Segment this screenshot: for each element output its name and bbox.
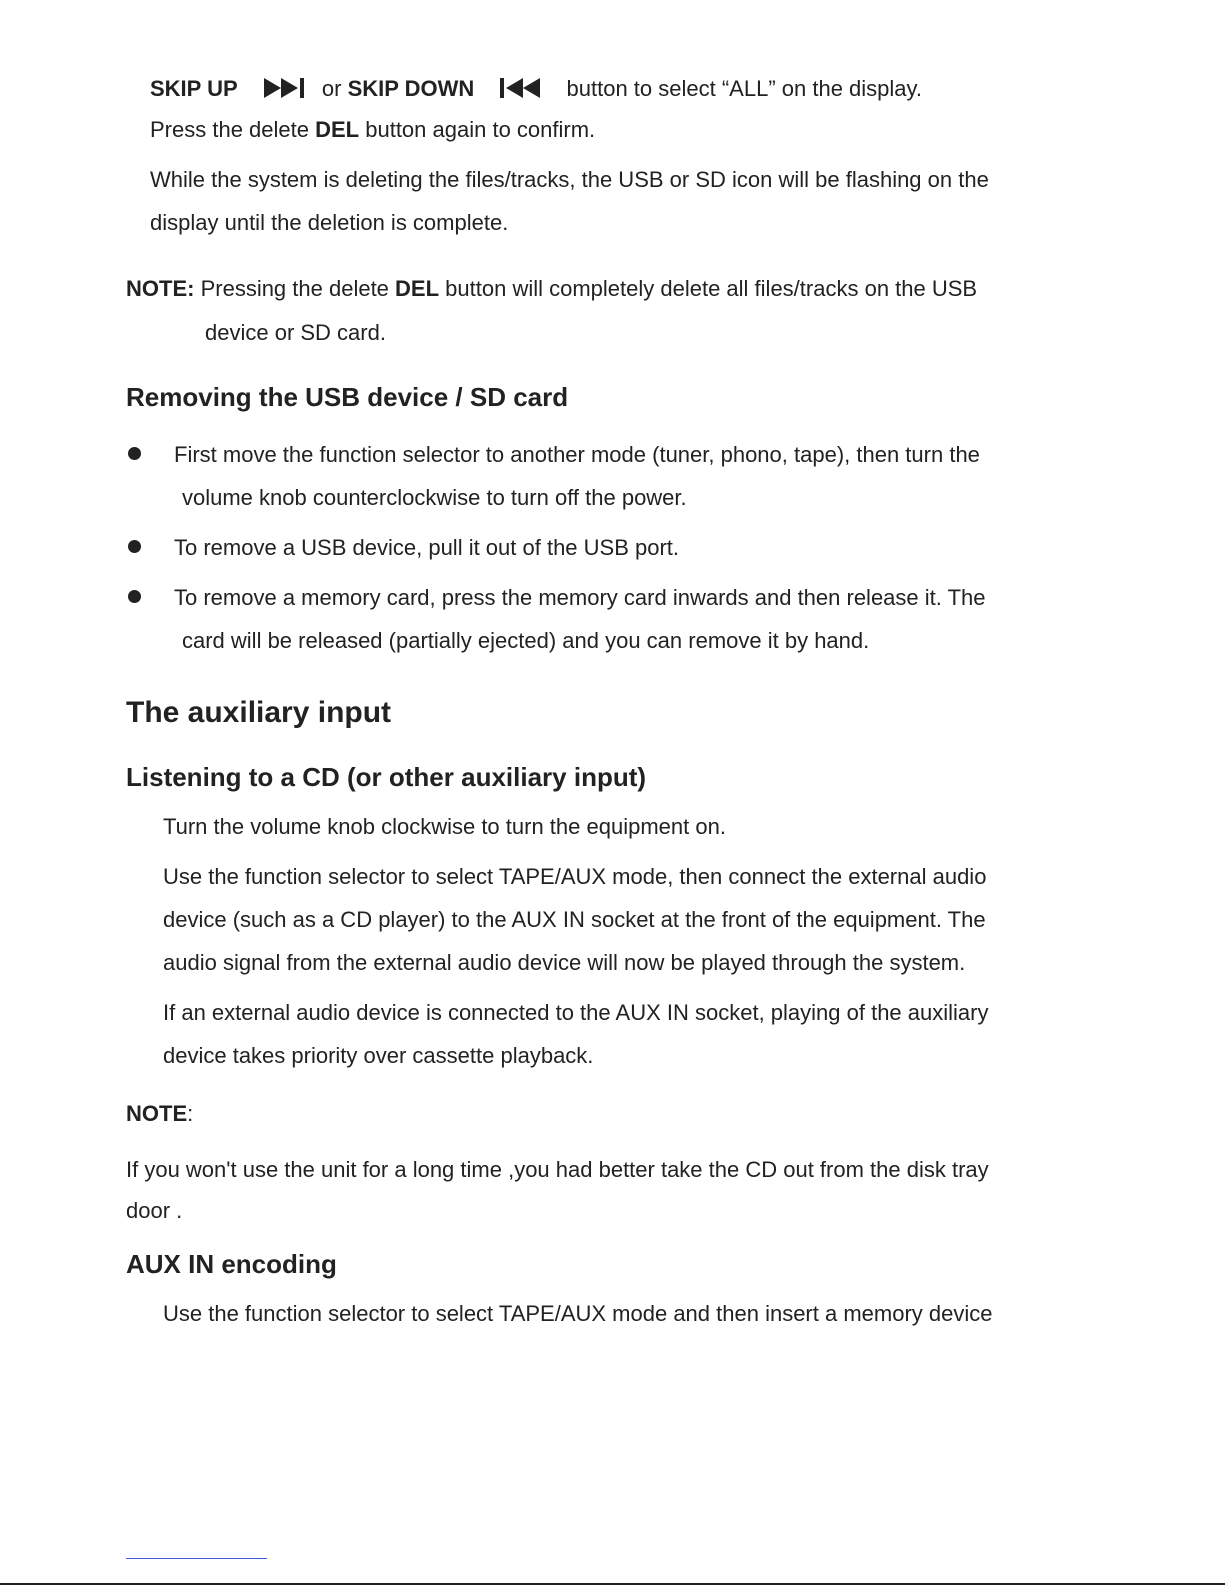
- skip-instruction-rest: button to select “ALL” on the display.: [566, 76, 923, 101]
- listening-p2-line-3: audio signal from the external audio device will now be played through the system.: [163, 950, 966, 975]
- note-2-colon: :: [187, 1101, 194, 1126]
- skip-down-label: SKIP DOWN: [347, 76, 475, 101]
- deleting-line-1: While the system is deleting the files/tracks, the USB or SD icon will be flashing on the: [150, 167, 989, 192]
- listening-p3-line-1: If an external audio device is connected to the AUX IN socket, playing of the auxiliary: [163, 1000, 989, 1025]
- listening-p2-line-2: device (such as a CD player) to the AUX IN socket at the front of the equipment. The: [163, 907, 986, 932]
- note-2-line-2: door .: [126, 1198, 183, 1223]
- bullet-icon: [128, 590, 141, 603]
- confirm-post: button again to confirm.: [365, 117, 596, 142]
- note-1-del: DEL: [395, 276, 440, 301]
- bullet-icon: [128, 447, 141, 460]
- listening-p2-line-1: Use the function selector to select TAPE/AUX mode, then connect the external audio: [163, 864, 987, 889]
- removing-heading: Removing the USB device / SD card: [126, 382, 569, 412]
- skip-instruction-line: [150, 76, 922, 105]
- bullet-icon: [128, 540, 141, 553]
- aux-heading: The auxiliary input: [126, 696, 392, 729]
- note-1-pre: Pressing the delete: [200, 276, 389, 301]
- skip-back-icon: [500, 77, 546, 105]
- bullet-3-line-1: To remove a memory card, press the memory card inwards and then release it. The: [174, 585, 986, 610]
- listening-p1: Turn the volume knob clockwise to turn the equipment on.: [163, 814, 726, 839]
- note-2-line-1: If you won't use the unit for a long time ,you had better take the CD out from the disk tray: [126, 1157, 989, 1182]
- note-label: NOTE:: [126, 276, 195, 301]
- listening-p3-line-2: device takes priority over cassette playback.: [163, 1043, 594, 1068]
- or-text: or: [321, 76, 342, 101]
- note-1-line-2: device or SD card.: [205, 320, 386, 345]
- encoding-para: Use the function selector to select TAPE/AUX mode and then insert a memory device: [163, 1301, 993, 1326]
- bullet-2-line-1: To remove a USB device, pull it out of the USB port.: [174, 535, 680, 560]
- deleting-line-2: display until the deletion is complete.: [150, 210, 509, 235]
- note-1: [126, 276, 977, 302]
- confirm-line: [150, 117, 595, 143]
- skip-up-label: SKIP UP: [150, 76, 238, 101]
- listening-heading: Listening to a CD (or other auxiliary input): [126, 762, 647, 792]
- note-1-post: button will completely delete all files/tracks on the USB: [445, 276, 978, 301]
- footnote-rule: [126, 1558, 267, 1559]
- bullet-1-line-1: First move the function selector to another mode (tuner, phono, tape), then turn the: [174, 442, 980, 467]
- skip-forward-icon: [264, 77, 310, 105]
- encoding-heading: AUX IN encoding: [126, 1249, 337, 1279]
- note-2-label: NOTE: [126, 1101, 188, 1126]
- note-2-label-line: [126, 1101, 193, 1127]
- bullet-3-line-2: card will be released (partially ejected) and you can remove it by hand.: [182, 628, 870, 653]
- del-label: DEL: [315, 117, 360, 142]
- confirm-pre: Press the delete: [150, 117, 309, 142]
- bullet-1-line-2: volume knob counterclockwise to turn off the power.: [182, 485, 687, 510]
